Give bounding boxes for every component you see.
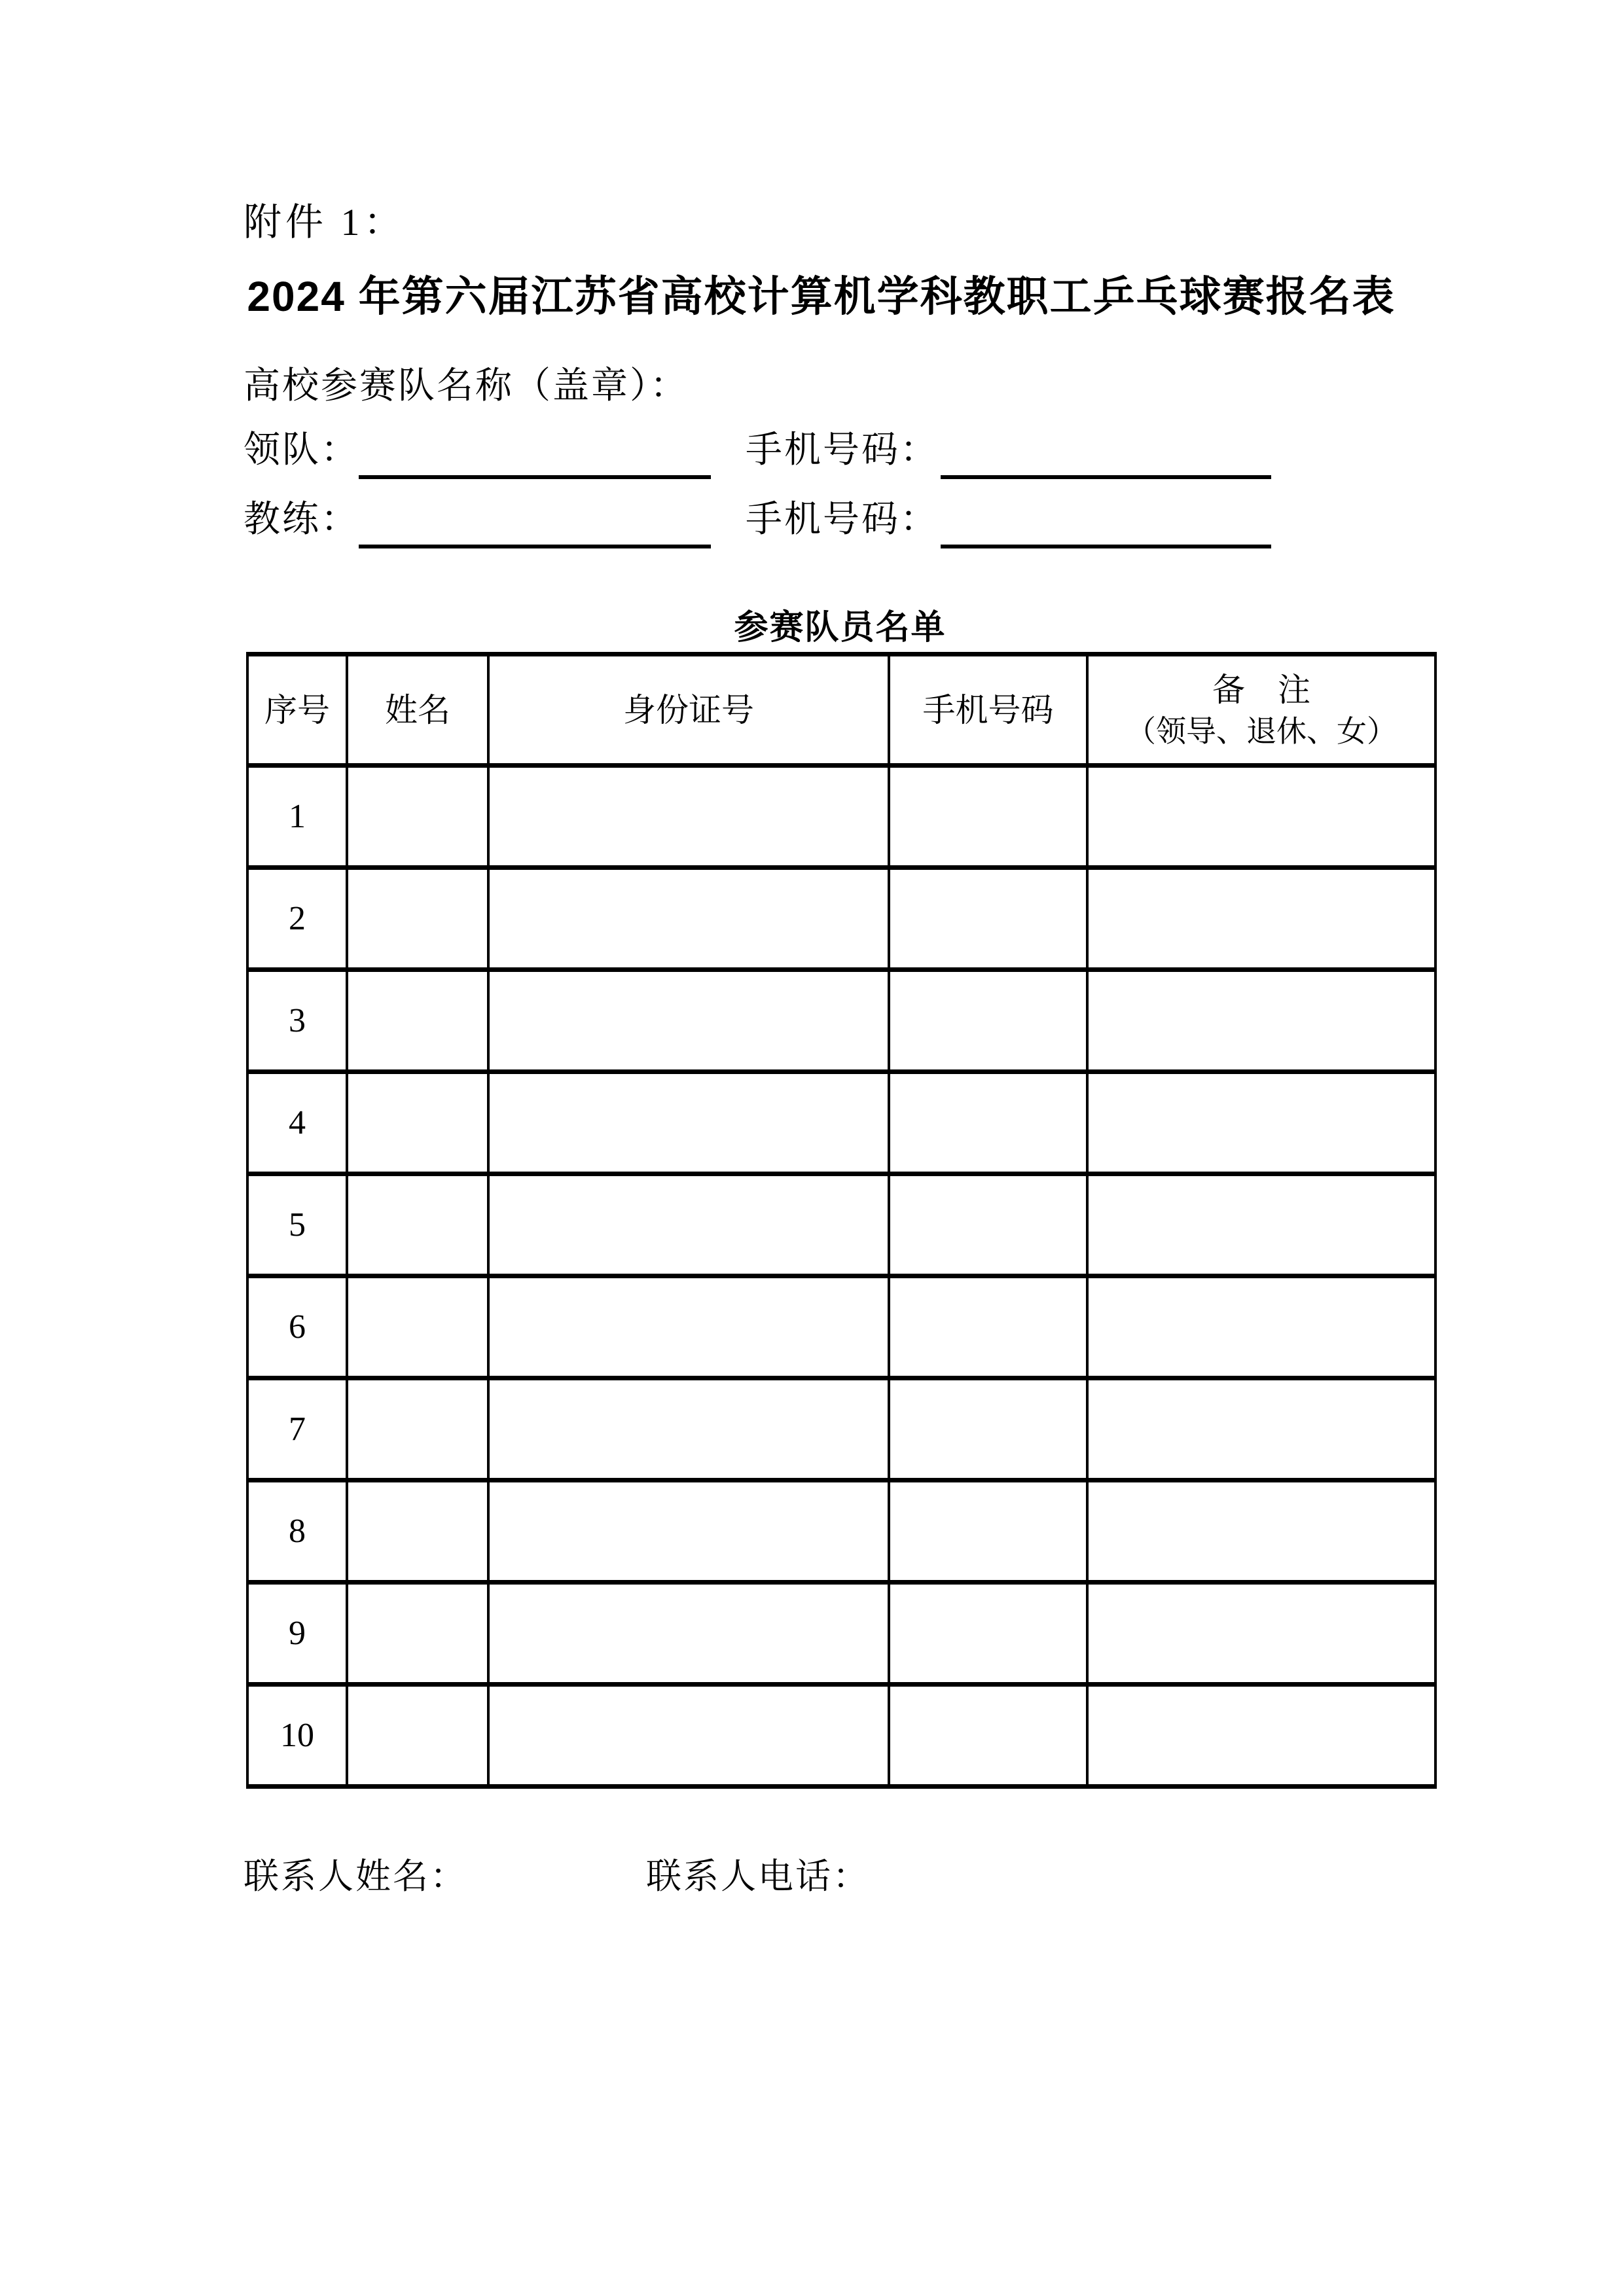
contact-name-label: 联系人姓名： xyxy=(244,1857,467,1896)
team-name-label: 高校参赛队名称（盖章）： xyxy=(244,366,689,406)
roster-cell-remark xyxy=(1087,1072,1435,1174)
roster-cell-name xyxy=(347,766,488,868)
roster-cell-remark xyxy=(1087,1480,1435,1583)
roster-row xyxy=(247,1583,1435,1685)
roster-cell-name xyxy=(347,1072,488,1174)
leader-phone-label: 手机号码： xyxy=(746,430,939,471)
attachment-label: 附件 1： xyxy=(244,201,406,243)
roster-cell-no: 1 xyxy=(247,766,347,868)
roster-cell-name xyxy=(347,1276,488,1378)
roster-cell-remark xyxy=(1087,1685,1435,1787)
roster-row xyxy=(247,1378,1435,1480)
roster-row xyxy=(247,1072,1435,1174)
leader-name-blank xyxy=(359,425,711,479)
roster-row xyxy=(247,766,1435,868)
roster-cell-name xyxy=(347,1174,488,1276)
roster-cell-phone xyxy=(889,1174,1087,1276)
roster-cell-phone xyxy=(889,1378,1087,1480)
roster-cell-remark xyxy=(1087,970,1435,1072)
roster-cell-id-number xyxy=(488,1685,889,1787)
roster-cell-remark xyxy=(1087,1174,1435,1276)
roster-cell-phone xyxy=(889,1072,1087,1174)
roster-cell-no: 8 xyxy=(247,1480,347,1583)
roster-cell-id-number xyxy=(488,1378,889,1480)
roster-cell-name xyxy=(347,1378,488,1480)
roster-cell-id-number xyxy=(488,1583,889,1685)
roster-cell-remark xyxy=(1087,1276,1435,1378)
roster-cell-phone xyxy=(889,970,1087,1072)
roster-cell-phone xyxy=(889,1480,1087,1583)
coach-label: 教练： xyxy=(244,499,359,540)
roster-cell-no: 3 xyxy=(247,970,347,1072)
roster-row xyxy=(247,868,1435,970)
roster-cell-name xyxy=(347,1685,488,1787)
roster-cell-phone xyxy=(889,766,1087,868)
roster-cell-remark xyxy=(1087,1583,1435,1685)
roster-cell-name xyxy=(347,1583,488,1685)
roster-cell-remark xyxy=(1087,766,1435,868)
roster-cell-phone xyxy=(889,1685,1087,1787)
roster-cell-id-number xyxy=(488,1480,889,1583)
roster-cell-no: 2 xyxy=(247,868,347,970)
header-remark-line2: （领导、退休、女） xyxy=(1126,713,1397,748)
roster-row xyxy=(247,970,1435,1072)
coach-phone-label: 手机号码： xyxy=(746,499,939,540)
roster-cell-id-number xyxy=(488,1174,889,1276)
document-title: 2024 年第六届江苏省高校计算机学科教职工乒乓球赛报名表 xyxy=(247,273,1396,320)
roster-cell-name xyxy=(347,1480,488,1583)
header-no: 序号 xyxy=(247,655,347,766)
leader-phone-blank xyxy=(941,425,1271,479)
header-name: 姓名 xyxy=(347,655,488,766)
roster-row xyxy=(247,1276,1435,1378)
roster-caption: 参赛队员名单 xyxy=(734,609,947,647)
roster-cell-no: 9 xyxy=(247,1583,347,1685)
coach-name-blank xyxy=(359,495,711,548)
roster-cell-remark xyxy=(1087,1378,1435,1480)
roster-header-row xyxy=(247,655,1435,766)
header-phone: 手机号码 xyxy=(889,655,1087,766)
roster-cell-name xyxy=(347,868,488,970)
roster-cell-phone xyxy=(889,1583,1087,1685)
roster-cell-no: 7 xyxy=(247,1378,347,1480)
roster-row xyxy=(247,1174,1435,1276)
roster-cell-phone xyxy=(889,868,1087,970)
roster-cell-id-number xyxy=(488,1072,889,1174)
header-id-number: 身份证号 xyxy=(488,655,889,766)
header-remark-line1: 备 注 xyxy=(1212,671,1310,708)
roster-row xyxy=(247,1480,1435,1583)
roster-cell-id-number xyxy=(488,868,889,970)
header-remark xyxy=(1087,655,1435,766)
contact-phone-label: 联系人电话： xyxy=(646,1857,870,1896)
roster-cell-name xyxy=(347,970,488,1072)
roster-cell-remark xyxy=(1087,868,1435,970)
roster-cell-no: 6 xyxy=(247,1276,347,1378)
roster-table xyxy=(246,652,1437,1789)
roster-cell-phone xyxy=(889,1276,1087,1378)
roster-cell-no: 5 xyxy=(247,1174,347,1276)
roster-cell-id-number xyxy=(488,766,889,868)
roster-row xyxy=(247,1685,1435,1787)
roster-cell-no: 10 xyxy=(247,1685,347,1787)
roster-cell-id-number xyxy=(488,970,889,1072)
roster-cell-no: 4 xyxy=(247,1072,347,1174)
coach-phone-blank xyxy=(941,495,1271,548)
roster-cell-id-number xyxy=(488,1276,889,1378)
leader-label: 领队： xyxy=(244,430,359,471)
